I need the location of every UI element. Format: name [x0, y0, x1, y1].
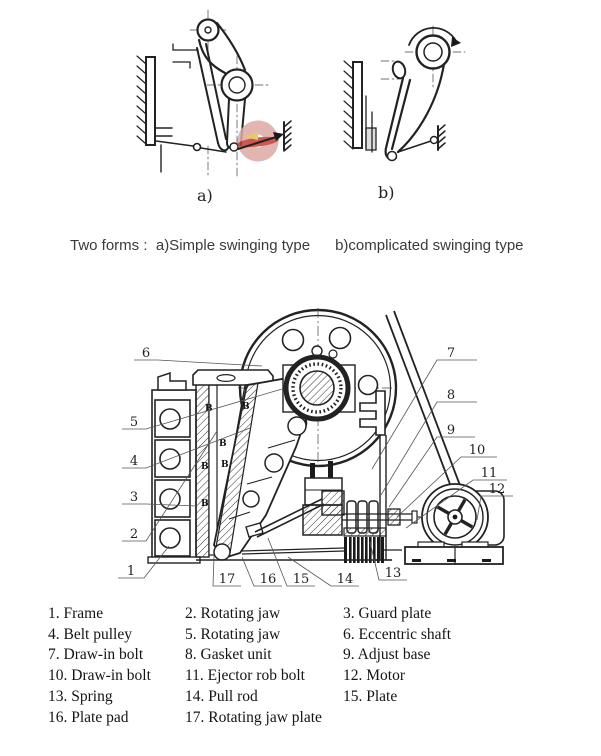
drive-belt [386, 311, 464, 500]
frame-left-column [148, 373, 200, 563]
svg-text:B: B [221, 460, 229, 470]
callout-13: 13 [384, 566, 402, 581]
callout-8: 8 [446, 388, 456, 403]
diagram-b-label: b) [378, 183, 395, 202]
eccentric-circle [222, 70, 253, 101]
diagram-simple-swinging [137, 10, 291, 205]
part-item: 15. Plate [343, 687, 398, 705]
callout-6: 6 [141, 346, 151, 361]
flywheel-hole [330, 328, 351, 349]
diagram-complicated-swinging [344, 26, 465, 202]
callout-9: 9 [446, 423, 456, 438]
part-item: 4. Belt pulley [48, 625, 132, 643]
callout-1: 1 [126, 564, 136, 579]
draw-in-bolt [328, 461, 333, 479]
right-anchor [284, 121, 291, 151]
comb-bracket [360, 391, 385, 435]
part-item: 9. Adjust base [343, 646, 431, 664]
wall-hatch-left-b [344, 61, 376, 152]
toggle-links [156, 141, 226, 152]
part-item: 10. Draw-in bolt [48, 667, 151, 685]
part-item: 2. Rotating jaw [185, 605, 281, 622]
callout-7: 7 [446, 346, 456, 361]
callout-2: 2 [129, 527, 139, 542]
callout-14: 14 [336, 572, 354, 587]
flywheel-hole [359, 376, 378, 395]
part-item: 8. Gasket unit [185, 646, 272, 664]
part-item: 6. Eccentric shaft [343, 625, 452, 643]
svg-text:B: B [201, 462, 209, 472]
part-item: 13. Spring [48, 687, 113, 705]
part-item: 16. Plate pad [48, 708, 129, 726]
figure-caption: Two forms : a)Simple swinging type b)complicated swinging type [70, 237, 524, 254]
upper-boss [391, 60, 407, 80]
callout-11: 11 [480, 466, 498, 481]
toggle-anchor-b [398, 125, 445, 152]
svg-text:B: B [242, 402, 250, 412]
callout-15: 15 [292, 572, 310, 587]
left-link [197, 44, 228, 150]
parts-list [0, 604, 601, 728]
part-item: 3. Guard plate [343, 605, 432, 622]
part-item: 11. Ejector rob bolt [185, 667, 305, 685]
part-item: 12. Motor [343, 667, 405, 685]
top-pivot [198, 20, 219, 41]
part-item: 1. Frame [48, 605, 104, 622]
figure-swinging-types [0, 0, 601, 230]
diagram-a-label: a) [197, 186, 213, 205]
figure-jaw-crusher [0, 285, 601, 600]
svg-text:B: B [205, 404, 213, 414]
part-item [343, 708, 601, 729]
eccentric-shaft-bearing [283, 346, 355, 419]
callout-4: 4 [129, 454, 139, 469]
callout-10: 10 [468, 443, 486, 458]
wall-hatch-left [137, 56, 172, 172]
part-item: 14. Pull rod [185, 687, 258, 705]
callout-12: 12 [488, 482, 506, 497]
flywheel-hole [283, 330, 304, 351]
part-item: 17. Rotating jaw plate [185, 708, 322, 726]
part-item: 7. Draw-in bolt [48, 646, 144, 664]
callout-17: 17 [218, 572, 236, 587]
svg-text:B: B [201, 499, 209, 509]
frame-bracket [173, 44, 198, 68]
jaw-pivot [214, 544, 230, 560]
motor-pulley [422, 484, 488, 550]
callout-16: 16 [259, 572, 277, 587]
part-item: 5. Rotating jaw [185, 625, 281, 643]
brand-watermark [237, 128, 280, 154]
svg-text:B: B [219, 439, 227, 449]
callout-3: 3 [129, 490, 139, 505]
callout-5: 5 [129, 415, 139, 430]
